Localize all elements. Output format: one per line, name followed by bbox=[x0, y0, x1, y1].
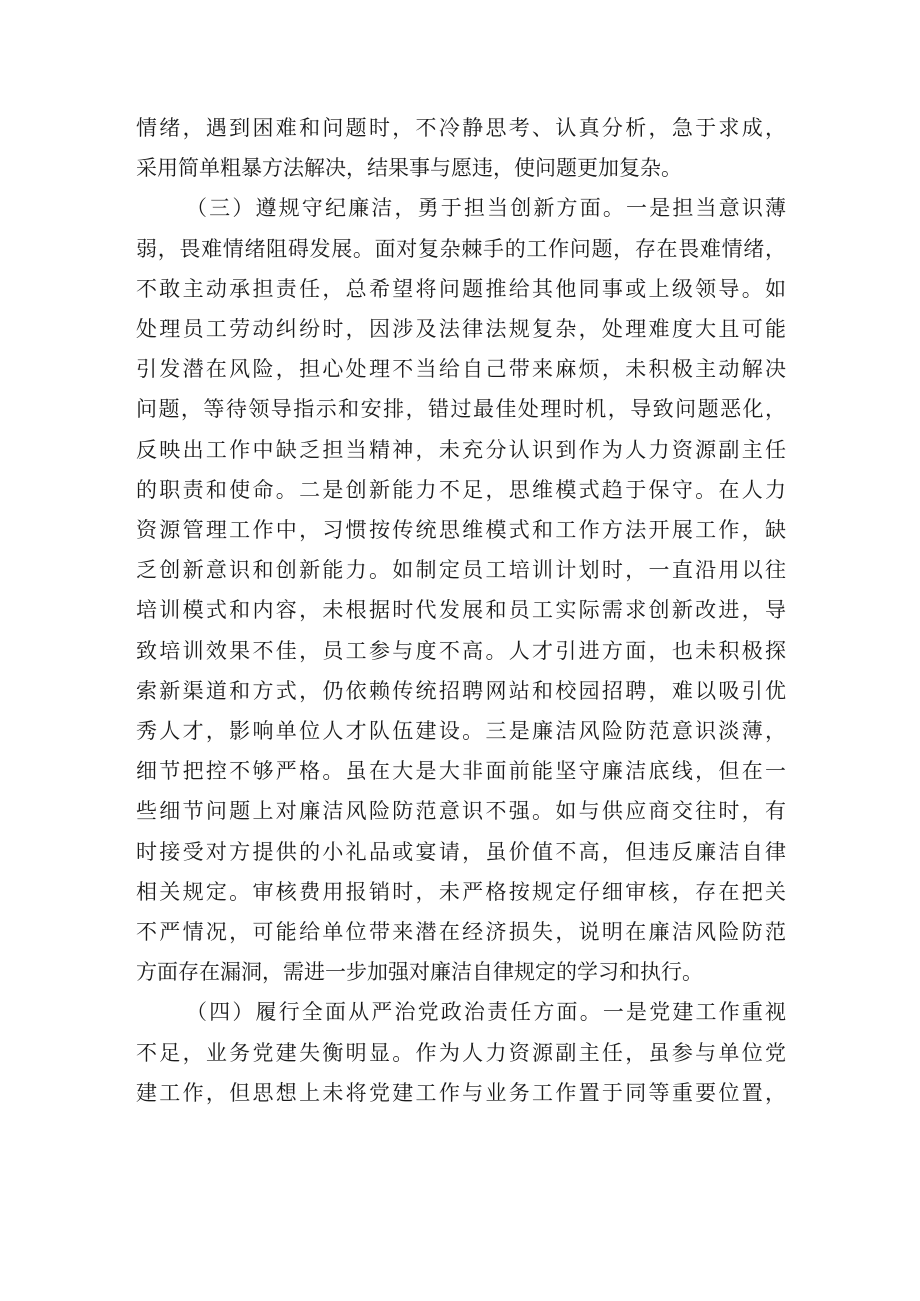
text-line: 采用简单粗暴方法解决，结果事与愿违，使问题更加复杂。 bbox=[136, 156, 682, 181]
text-line: 细节把控不够严格。虽在大是大非面前能坚守廉洁底线，但在一 bbox=[136, 759, 786, 784]
paragraph-section-4 bbox=[136, 992, 786, 1113]
text-line: 的职责和使命。二是创新能力不足，思维模式趋于保守。在人力 bbox=[136, 477, 786, 502]
text-line: 反映出工作中缺乏担当精神，未充分认识到作为人力资源副主任 bbox=[136, 437, 786, 462]
text-line: 不足，业务党建失衡明显。作为人力资源副主任，虽参与单位党 bbox=[136, 1040, 786, 1065]
text-line: 不严情况，可能给单位带来潜在经济损失，说明在廉洁风险防范 bbox=[136, 920, 786, 945]
paragraph-continuation bbox=[136, 108, 786, 188]
text-line: 相关规定。审核费用报销时，未严格按规定仔细审核，存在把关 bbox=[136, 879, 786, 904]
text-line: 时接受对方提供的小礼品或宴请，虽价值不高，但违反廉洁自律 bbox=[136, 839, 786, 864]
text-line: 培训模式和内容，未根据时代发展和员工实际需求创新改进，导 bbox=[136, 598, 786, 623]
text-line: （三）遵规守纪廉洁，勇于担当创新方面。一是担当意识薄 bbox=[186, 196, 786, 221]
paragraph-section-3 bbox=[136, 188, 786, 992]
text-line: 索新渠道和方式，仍依赖传统招聘网站和校园招聘，难以吸引优 bbox=[136, 678, 786, 703]
text-line: 引发潜在风险，担心处理不当给自己带来麻烦，未积极主动解决 bbox=[136, 357, 786, 382]
text-line: 资源管理工作中，习惯按传统思维模式和工作方法开展工作，缺 bbox=[136, 518, 786, 543]
text-line: （四）履行全面从严治党政治责任方面。一是党建工作重视 bbox=[186, 1000, 786, 1025]
text-line: 建工作，但思想上未将党建工作与业务工作置于同等重要位置， bbox=[136, 1080, 786, 1105]
text-line: 不敢主动承担责任，总希望将问题推给其他同事或上级领导。如 bbox=[136, 276, 786, 301]
text-line: 秀人才，影响单位人才队伍建设。三是廉洁风险防范意识淡薄， bbox=[136, 719, 786, 744]
text-line: 情绪，遇到困难和问题时，不冷静思考、认真分析，急于求成， bbox=[136, 116, 786, 140]
text-line: 方面存在漏洞，需进一步加强对廉洁自律规定的学习和执行。 bbox=[136, 960, 703, 985]
text-line: 弱，畏难情绪阻碍发展。面对复杂棘手的工作问题，存在畏难情绪， bbox=[136, 236, 786, 261]
document-body bbox=[136, 108, 786, 1113]
text-line: 致培训效果不佳，员工参与度不高。人才引进方面，也未积极探 bbox=[136, 638, 786, 663]
text-line: 问题，等待领导指示和安排，错过最佳处理时机，导致问题恶化， bbox=[136, 397, 786, 422]
text-line: 乏创新意识和创新能力。如制定员工培训计划时，一直沿用以往 bbox=[136, 558, 786, 583]
text-line: 些细节问题上对廉洁风险防范意识不强。如与供应商交往时，有 bbox=[136, 799, 786, 824]
text-line: 处理员工劳动纠纷时，因涉及法律法规复杂，处理难度大且可能 bbox=[136, 317, 786, 342]
